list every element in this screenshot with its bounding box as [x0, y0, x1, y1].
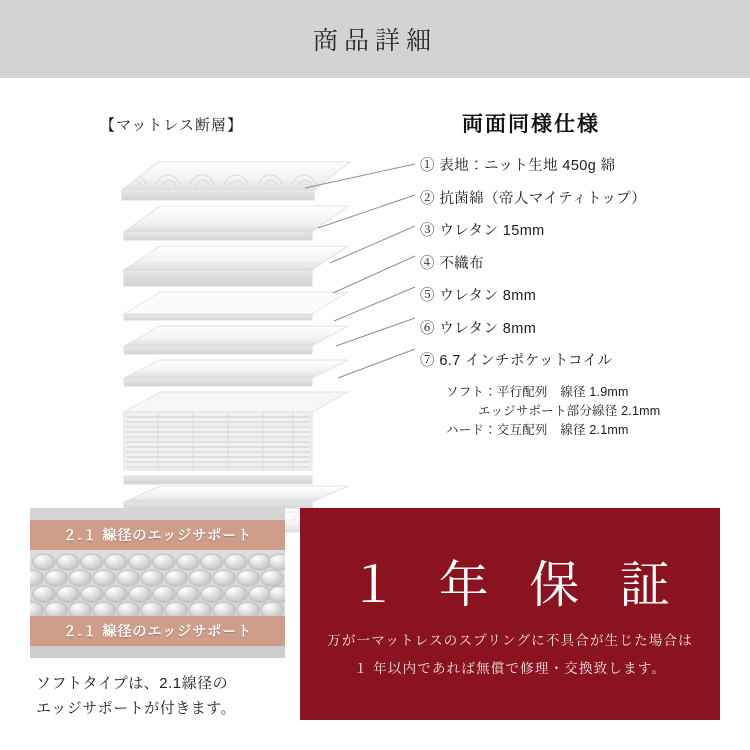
spec-heading: 両面同様仕様 [462, 113, 600, 136]
spec-item-6: ⑥ ウレタン 8mm [420, 320, 537, 337]
spec-sub-edge: エッジサポート部分線径 2.1mm [478, 403, 661, 418]
edge-support-caption [36, 672, 306, 722]
spec-sub-hard: ハード：交互配列 線径 2.1mm [446, 422, 629, 437]
spec-item-3: ③ ウレタン 15mm [420, 223, 545, 239]
edge-support-panel [30, 508, 285, 658]
spec-item-1: ① 表地：ニット生地 450g 綿 [420, 158, 616, 174]
spec-sub-soft: ソフト：平行配列 線径 1.9mm [446, 384, 629, 399]
cutaway-section [0, 78, 750, 496]
edge-caption-line-1: ソフトタイプは、2.1線径の [36, 675, 229, 692]
warranty-text-line-2: １ 年以内であれば無償で修理・交換致します。 [353, 661, 667, 676]
spec-item-4: ④ 不織布 [420, 255, 485, 272]
cutaway-label: 【マットレス断層】 [100, 117, 243, 134]
warranty-panel [300, 508, 720, 720]
spec-item-5: ⑤ ウレタン 8mm [420, 288, 537, 304]
page-title: 商品詳細 [312, 27, 437, 55]
warranty-title: １ 年 保 証 [348, 556, 684, 613]
edge-caption-line-2: エッジサポートが付きます。 [36, 699, 237, 717]
spec-item-7: ⑦ 6.7 インチポケットコイル [420, 353, 613, 369]
spec-item-2: ② 抗菌綿（帝人マイティトップ） [420, 190, 647, 207]
edge-band-bottom: ２.１ 線径のエッジサポート [30, 616, 285, 646]
edge-band-top: ２.１ 線径のエッジサポート [30, 520, 285, 550]
page-header [0, 0, 750, 78]
spec-list [420, 154, 740, 439]
warranty-text-line-1: 万が一マットレスのスプリングに不具合が生じた場合は [327, 632, 693, 648]
